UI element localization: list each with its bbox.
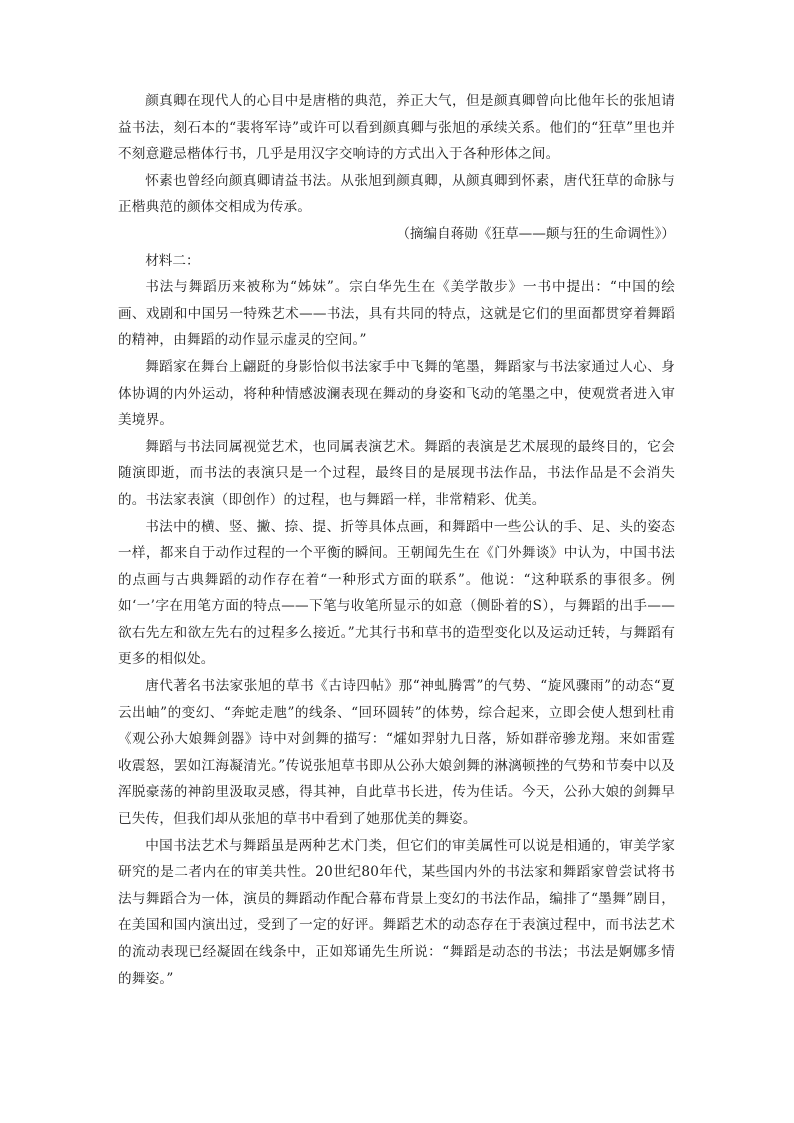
- material2-heading: 材料二：: [145, 252, 200, 269]
- paragraph-aesthetics: 中国书法艺术与舞蹈虽是两种艺术门类，但它们的审美属性可以说是相通的，审美学家研究的是二者内在的审美共性。20世纪80年代，某些国内外的书法家和舞蹈家曾尝试将书法与舞蹈合为一体，演员的舞蹈动作配合幕布背景上变幻的书法作品，编排了“墨舞”剧目，在美国和国内演出过，受到了一定的好评。舞蹈艺术的动态存在于表演过程中，而书法艺术的流动表现已经凝固在线条中，正如郑诵先生所说：“舞蹈是动态的书法；书法是婀娜多情的舞姿。”: [118, 837, 675, 987]
- paragraph-zhangxu-cursive: 唐代著名书法家张旭的草书《古诗四帖》那“神虬腾霄”的气势、“旋风骤雨”的动态“夏云出岫”的变幻、“奔蛇走虺”的线条、“回环圆转”的体势，综合起来，立即会使人想到杜甫《观公孙大娘舞剑器》诗中对剑舞的描写：“㸌如羿射九日落，矫如群帝骖龙翔。来如雷霆收震怒，罢如江海凝清光。”传说张旭草书即从公孙大娘剑舞的淋漓顿挫的气势和节奏中以及浑脱豪荡的神韵里汲取灵感，得其神，自此草书长进，传为佳话。今天，公孙大娘的剑舞早已失传，但我们却从张旭的草书中看到了她那优美的舞姿。: [118, 678, 675, 828]
- material1-source-citation: （摘编自蒋勋《狂草——颠与狂的生命调性》）: [396, 225, 675, 242]
- paragraph-visual-art: 舞蹈与书法同属视觉艺术，也同属表演艺术。舞蹈的表演是艺术展现的最终目的，它会随演即逝，而书法的表演只是一个过程，最终目的是展现书法作品，书法作品是不会消失的。书法家表演（即创作）的过程，也与舞蹈一样，非常精彩、优美。: [118, 438, 675, 508]
- paragraph-dancer-brush: 舞蹈家在舞台上翩跹的身影恰似书法家手中飞舞的笔墨，舞蹈家与书法家通过人心、身体协调的内外运动，将种种情感波澜表现在舞动的身姿和飞动的笔墨之中，使观赏者进入审美境界。: [118, 358, 675, 429]
- paragraph-huaisu: 怀素也曾经向颜真卿请益书法。从张旭到颜真卿，从颜真卿到怀素，唐代狂草的命脉与正楷典范的颜体交相成为传承。: [118, 172, 675, 216]
- document-page: [118, 88, 675, 992]
- paragraph-yan-zhenqing: 颜真卿在现代人的心目中是唐楷的典范，养正大气，但是颜真卿曾向比他年长的张旭请益书法，刻石本的“裴将军诗”或许可以看到颜真卿与张旭的承续关系。他们的“狂草”里也并不刻意避忌楷体行书，几乎是用汉字交响诗的方式出入于各种形体之间。: [118, 93, 675, 163]
- paragraph-sisters: 书法与舞蹈历来被称为“姊妹”。宗白华先生在《美学散步》一书中提出：“中国的绘画、戏剧和中国另一特殊艺术——书法，具有共同的特点，这就是它们的里面都贯穿着舞蹈的精神，由舞蹈的动作显示虚灵的空间。”: [118, 279, 675, 349]
- paragraph-strokes: 书法中的横、竖、撇、捺、提、折等具体点画，和舞蹈中一些公认的手、足、头的姿态一样，都来自于动作过程的一个平衡的瞬间。王朝闻先生在《门外舞谈》中认为，中国书法的点画与古典舞蹈的动作存在着“一种形式方面的联系”。他说：“这种联系的事很多。例如‘一’字在用笔方面的特点——下笔与收笔所显示的如意（侧卧着的S），与舞蹈的出手——欲右先左和欲左先右的过程多么接近。”尤其行书和草书的造型变化以及运动迁转，与舞蹈有更多的相似处。: [118, 518, 675, 668]
